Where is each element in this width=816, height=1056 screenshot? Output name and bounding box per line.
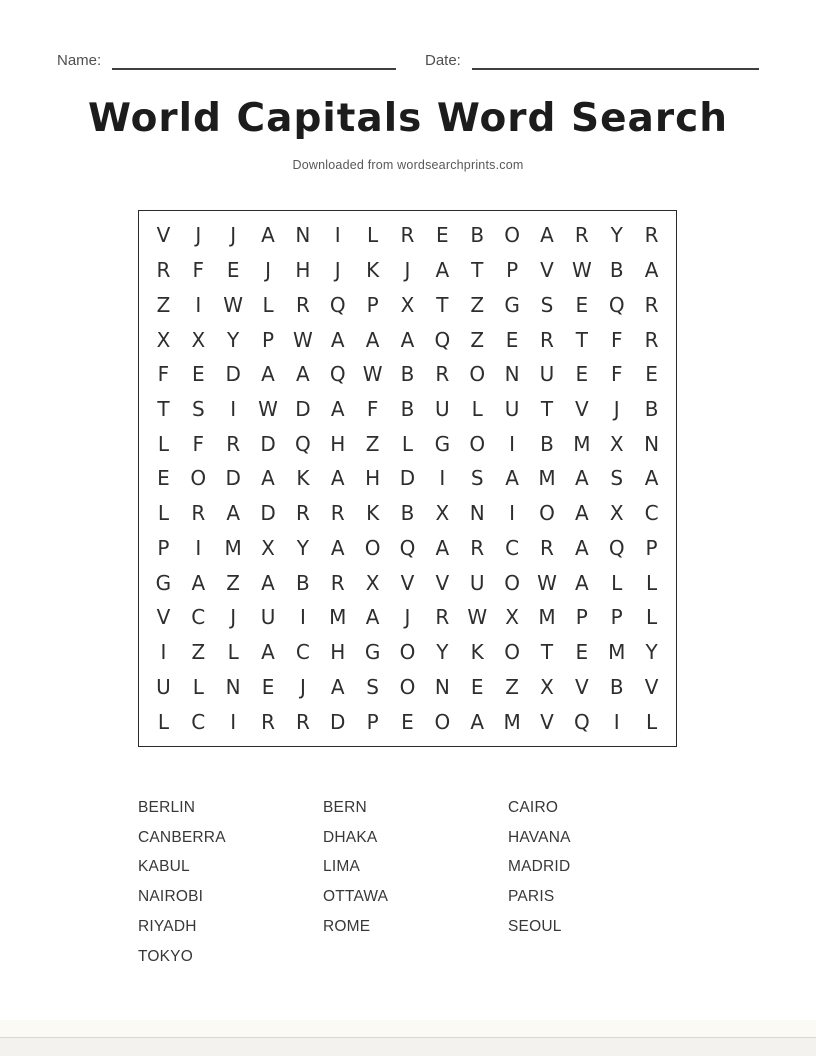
grid-cell-r10c14: Q (608, 535, 625, 560)
grid-cell-r12c11: X (505, 605, 519, 630)
word-column-3 (508, 793, 698, 971)
grid-cell-r10c4: X (261, 535, 275, 560)
name-label: Name: (57, 52, 102, 69)
grid-cell-r5c4: A (261, 362, 275, 387)
grid-cell-r1c9: E (436, 223, 449, 248)
grid-cell-r6c3: I (230, 397, 237, 422)
grid-cell-r2c14: B (609, 258, 624, 283)
grid-cell-r12c4: U (260, 605, 276, 630)
grid-cell-r11c5: B (296, 570, 310, 595)
grid-cell-r6c2: S (191, 397, 205, 422)
grid-cell-r9c13: A (574, 501, 589, 526)
grid-cell-r7c1: L (157, 431, 169, 456)
word-list-item: SEOUL (508, 917, 562, 935)
grid-cell-r5c6: Q (329, 362, 346, 387)
grid-cell-r12c10: W (467, 605, 488, 630)
word-list-item: OTTAWA (323, 888, 389, 906)
grid-cell-r5c11: N (504, 362, 520, 387)
grid-cell-r6c11: U (504, 397, 520, 422)
grid-cell-r8c1: E (157, 466, 170, 491)
grid-cell-r13c2: Z (191, 640, 206, 665)
grid-cell-r10c10: R (470, 535, 485, 560)
grid-cell-r6c1: T (157, 397, 170, 422)
grid-cell-r4c3: Y (227, 327, 240, 352)
grid-cell-r7c9: G (434, 431, 451, 456)
grid-cell-r1c10: B (470, 223, 485, 248)
footer-band-gray (0, 1037, 816, 1056)
grid-cell-r9c14: X (609, 501, 624, 526)
grid-cell-r14c1: U (156, 674, 171, 699)
grid-cell-r9c9: X (435, 501, 450, 526)
name-blank-line (112, 55, 396, 70)
grid-cell-r13c4: A (261, 640, 275, 665)
grid-cell-r2c1: R (156, 258, 171, 283)
grid-cell-r12c12: M (538, 605, 556, 630)
grid-cell-r6c15: B (644, 397, 659, 422)
grid-cell-r9c8: B (400, 501, 415, 526)
word-list-item: HAVANA (508, 828, 571, 846)
grid-cell-r7c12: B (540, 431, 554, 456)
grid-cell-r14c2: L (192, 674, 204, 699)
grid-cell-r5c9: R (435, 362, 450, 387)
grid-cell-r15c2: C (191, 709, 206, 734)
grid-cell-r9c7: K (366, 501, 380, 526)
grid-cell-r8c11: A (505, 466, 519, 491)
grid-cell-r7c8: L (401, 431, 414, 456)
grid-cell-r13c3: L (227, 640, 239, 665)
grid-cell-r6c14: J (613, 397, 620, 422)
grid-cell-r4c10: Z (470, 327, 485, 352)
grid-cell-r14c11: Z (505, 674, 519, 699)
grid-cell-r11c7: X (365, 570, 380, 595)
grid-cell-r12c2: C (191, 605, 206, 630)
grid-cell-r2c9: A (435, 258, 450, 283)
grid-cell-r6c10: L (471, 397, 483, 422)
grid-cell-r7c15: N (644, 431, 660, 456)
grid-cell-r10c8: Q (399, 535, 416, 560)
grid-cell-r11c3: Z (226, 570, 240, 595)
grid-cell-r14c12: X (540, 674, 554, 699)
grid-cell-r3c6: Q (329, 292, 346, 317)
grid-cell-r15c3: I (230, 709, 237, 734)
grid-cell-r15c15: L (645, 709, 658, 734)
date-field (425, 52, 759, 70)
grid-cell-r7c5: Q (295, 431, 311, 456)
grid-cell-r4c1: X (156, 327, 171, 352)
grid-cell-r15c14: I (613, 709, 620, 734)
grid-cell-r11c10: U (469, 570, 485, 595)
grid-cell-r1c6: I (334, 223, 341, 248)
letter-grid (138, 210, 677, 747)
grid-cell-r14c6: A (330, 674, 345, 699)
grid-cell-r12c9: R (435, 605, 450, 630)
word-column-1 (138, 793, 323, 971)
grid-cell-r12c3: J (230, 605, 237, 630)
grid-cell-r8c6: A (330, 466, 345, 491)
grid-cell-r7c6: H (330, 431, 346, 456)
grid-cell-r1c8: R (400, 223, 415, 248)
word-list-item: CAIRO (508, 799, 559, 816)
grid-cell-r14c5: J (299, 674, 306, 699)
grid-cell-r14c7: S (366, 674, 379, 699)
grid-cell-r10c13: A (574, 535, 589, 560)
grid-cell-r3c14: Q (608, 292, 625, 317)
grid-cell-r1c13: R (574, 223, 589, 248)
grid-cell-r4c2: X (191, 327, 206, 352)
grid-cell-r6c6: A (330, 397, 345, 422)
grid-cell-r9c4: D (260, 501, 276, 526)
grid-cell-r4c15: R (644, 327, 659, 352)
grid-cell-r15c13: Q (573, 709, 590, 734)
word-list-item: ROME (323, 917, 371, 935)
grid-cell-r8c9: I (439, 466, 446, 491)
grid-cell-r14c14: B (609, 674, 624, 699)
grid-cell-r13c10: K (470, 640, 484, 665)
grid-cell-r12c7: A (365, 605, 380, 630)
grid-cell-r4c4: P (261, 327, 275, 352)
grid-cell-r8c15: A (644, 466, 659, 491)
grid-cell-r10c2: I (195, 535, 202, 560)
grid-cell-r5c5: A (296, 362, 310, 387)
grid-cell-r1c3: J (230, 223, 237, 248)
grid-cell-r1c12: A (540, 223, 554, 248)
grid-cell-r2c10: T (471, 258, 484, 283)
grid-cell-r7c4: D (260, 431, 276, 456)
grid-cell-r2c7: K (366, 258, 380, 283)
grid-cell-r4c14: F (610, 327, 623, 352)
grid-cell-r8c3: D (225, 466, 241, 491)
grid-cell-r5c14: F (610, 362, 623, 387)
grid-cell-r3c10: Z (470, 292, 485, 317)
grid-cell-r13c9: Y (436, 640, 449, 665)
grid-cell-r5c10: O (469, 362, 486, 387)
grid-cell-r11c4: A (261, 570, 275, 595)
grid-cell-r12c5: I (299, 605, 306, 630)
grid-cell-r13c1: I (160, 640, 167, 665)
grid-cell-r3c3: W (223, 292, 244, 317)
grid-cell-r11c9: V (435, 570, 450, 595)
grid-cell-r1c14: Y (610, 223, 623, 248)
grid-cell-r3c15: R (644, 292, 659, 317)
grid-cell-r5c13: E (575, 362, 589, 387)
grid-cell-r3c2: I (195, 292, 202, 317)
word-list-item: CANBERRA (138, 828, 226, 846)
grid-cell-r14c3: N (225, 674, 241, 699)
grid-cell-r13c15: Y (645, 640, 658, 665)
grid-cell-r5c7: W (362, 362, 383, 387)
grid-cell-r9c5: R (295, 501, 310, 526)
grid-cell-r13c14: M (608, 640, 626, 665)
grid-cell-r9c12: O (539, 501, 555, 526)
grid-cell-r12c15: L (645, 605, 658, 630)
grid-cell-r8c5: K (296, 466, 310, 491)
grid-cell-r4c5: W (293, 327, 313, 352)
grid-cell-r7c10: O (469, 431, 486, 456)
word-list-item: RIYADH (138, 917, 197, 935)
grid-cell-r14c15: V (644, 674, 659, 699)
page-title: World Capitals Word Search (88, 96, 728, 141)
grid-cell-r3c11: G (504, 292, 520, 317)
grid-cell-r8c13: A (574, 466, 589, 491)
grid-cell-r11c6: R (330, 570, 345, 595)
grid-cell-r14c4: E (261, 674, 275, 699)
date-label: Date: (425, 52, 461, 69)
grid-cell-r15c12: V (540, 709, 554, 734)
grid-cell-r2c4: J (265, 258, 271, 283)
word-list (138, 793, 698, 971)
grid-cell-r4c9: Q (434, 327, 451, 352)
grid-cell-r7c11: I (509, 431, 516, 456)
grid-cell-r6c13: V (574, 397, 589, 422)
grid-cell-r5c2: E (191, 362, 205, 387)
grid-cell-r11c12: W (537, 570, 557, 595)
grid-cell-r7c13: M (573, 431, 591, 456)
grid-cell-r8c14: S (610, 466, 624, 491)
grid-cell-r5c1: F (157, 362, 170, 387)
grid-cell-r6c8: B (400, 397, 415, 422)
grid-cell-r3c5: R (295, 292, 310, 317)
grid-cell-r13c6: H (330, 640, 346, 665)
word-list-item: LIMA (323, 858, 360, 876)
grid-cell-r11c2: A (191, 570, 206, 595)
grid-cell-r1c7: L (367, 223, 379, 248)
grid-cell-r9c3: A (226, 501, 240, 526)
grid-cell-r10c7: O (364, 535, 381, 560)
grid-cell-r13c7: G (364, 640, 381, 665)
grid-cell-r3c8: X (400, 292, 415, 317)
grid-cell-r11c1: G (155, 570, 172, 595)
grid-cell-r7c3: R (226, 431, 241, 456)
name-field (57, 52, 396, 70)
grid-cell-r2c8: J (404, 258, 411, 283)
grid-cell-r11c11: O (504, 570, 520, 595)
grid-cell-r1c5: N (295, 223, 311, 248)
grid-cell-r11c13: A (574, 570, 589, 595)
grid-cell-r8c4: A (261, 466, 275, 491)
grid-cell-r4c7: A (365, 327, 380, 352)
grid-cell-r10c15: P (645, 535, 658, 560)
grid-cell-r2c11: P (506, 258, 519, 283)
grid-cell-r4c12: R (540, 327, 554, 352)
grid-cell-r11c14: L (611, 570, 623, 595)
grid-cell-r6c12: T (540, 397, 554, 422)
grid-cell-r8c8: D (399, 466, 416, 491)
grid-cell-r14c10: E (470, 674, 484, 699)
date-blank-line (472, 55, 759, 70)
grid-cell-r2c15: A (644, 258, 659, 283)
grid-cell-r4c11: E (505, 327, 519, 352)
grid-cell-r5c8: B (400, 362, 415, 387)
grid-cell-r3c9: T (436, 292, 449, 317)
grid-cell-r2c2: F (192, 258, 205, 283)
grid-cell-r3c4: L (262, 292, 274, 317)
grid-cell-r1c2: J (195, 223, 202, 248)
grid-cell-r2c3: E (226, 258, 240, 283)
grid-cell-r8c2: O (190, 466, 207, 491)
grid-cell-r2c12: V (540, 258, 554, 283)
grid-cell-r9c6: R (330, 501, 345, 526)
source-subtitle: Downloaded from wordsearchprints.com (292, 158, 524, 172)
grid-cell-r7c7: Z (365, 431, 380, 456)
grid-cell-r11c8: V (400, 570, 415, 595)
grid-cell-r15c8: E (401, 709, 414, 734)
grid-cell-r6c4: W (258, 397, 278, 422)
grid-cell-r3c12: S (540, 292, 554, 317)
grid-cell-r9c1: L (157, 501, 169, 526)
grid-cell-r3c7: P (366, 292, 379, 317)
word-list-item: PARIS (508, 888, 555, 906)
grid-cell-r10c5: Y (296, 535, 309, 560)
grid-cell-r10c12: R (540, 535, 554, 560)
grid-cell-r9c11: I (509, 501, 516, 526)
grid-cell-r13c13: E (575, 640, 589, 665)
grid-cell-r6c5: D (295, 397, 311, 422)
grid-cell-r15c7: P (366, 709, 379, 734)
grid-cell-r15c10: A (470, 709, 485, 734)
grid-cell-r12c1: V (156, 605, 171, 630)
grid-cell-r7c2: F (192, 431, 205, 456)
grid-cell-r8c7: H (365, 466, 381, 491)
grid-cell-r12c13: P (575, 605, 588, 630)
grid-cell-r8c12: M (538, 466, 556, 491)
grid-cell-r2c13: W (571, 258, 592, 283)
grid-cell-r14c8: O (399, 674, 416, 699)
grid-cell-r1c4: A (261, 223, 275, 248)
grid-cell-r10c3: M (224, 535, 242, 560)
word-list-item: BERLIN (138, 799, 196, 816)
grid-cell-r15c1: L (157, 709, 169, 734)
grid-cell-r1c1: V (156, 223, 171, 248)
footer-band-cream (0, 1020, 816, 1037)
grid-cell-r1c11: O (504, 223, 520, 248)
grid-cell-r11c15: L (645, 570, 658, 595)
grid-cell-r9c15: C (644, 501, 659, 526)
grid-cell-r13c5: C (295, 640, 310, 665)
grid-cell-r4c8: A (400, 327, 415, 352)
grid-cell-r13c12: T (540, 640, 554, 665)
grid-cell-r14c13: V (574, 674, 589, 699)
grid-cell-r3c13: E (575, 292, 589, 317)
word-list-item: MADRID (508, 858, 571, 876)
grid-cell-r13c11: O (504, 640, 520, 665)
grid-cell-r5c15: E (645, 362, 658, 387)
grid-cell-r2c5: H (295, 258, 311, 283)
grid-cell-r9c2: R (191, 501, 206, 526)
word-list-item: TOKYO (138, 947, 193, 965)
grid-cell-r8c10: S (470, 466, 484, 491)
grid-cell-r12c6: M (329, 605, 347, 630)
grid-cell-r13c8: O (399, 640, 416, 665)
grid-cell-r2c6: J (334, 258, 341, 283)
grid-cell-r15c5: R (295, 709, 310, 734)
grid-cell-r1c15: R (644, 223, 659, 248)
grid-cell-r14c9: N (434, 674, 450, 699)
grid-cell-r15c4: R (261, 709, 275, 734)
grid-cell-r10c6: A (330, 535, 345, 560)
grid-cell-r15c11: M (503, 709, 521, 734)
grid-cell-r10c1: P (157, 535, 170, 560)
grid-cell-r12c14: P (610, 605, 623, 630)
word-list-item: BERN (323, 799, 367, 816)
word-list-item: DHAKA (323, 828, 378, 846)
grid-cell-r4c6: A (330, 327, 345, 352)
grid-cell-r4c13: T (575, 327, 588, 352)
grid-cell-r7c14: X (609, 431, 624, 456)
grid-cell-r10c11: C (505, 535, 520, 560)
grid-cell-r9c10: N (469, 501, 485, 526)
grid-cell-r10c9: A (435, 535, 450, 560)
grid-cell-r5c12: U (539, 362, 555, 387)
grid-cell-r5c3: D (225, 362, 241, 387)
grid-cell-r6c9: U (435, 397, 450, 422)
grid-cell-r6c7: F (366, 397, 379, 422)
grid-cell-r15c6: D (330, 709, 346, 734)
grid-cell-r12c8: J (404, 605, 411, 630)
word-list-item: KABUL (138, 858, 190, 876)
word-column-2 (323, 793, 508, 971)
grid-cell-r3c1: Z (156, 292, 171, 317)
word-list-item: NAIROBI (138, 888, 204, 906)
grid-cell-r15c9: O (434, 709, 451, 734)
